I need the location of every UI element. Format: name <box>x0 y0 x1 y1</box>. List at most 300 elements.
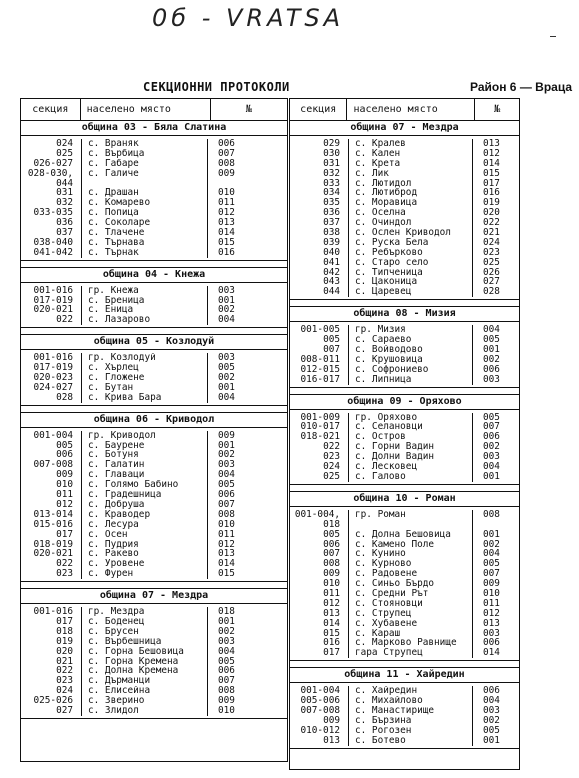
table-row <box>290 365 519 375</box>
number-cell: 015 <box>218 237 235 248</box>
number-cell: 014 <box>218 228 235 238</box>
number-cell: 006 <box>218 490 235 500</box>
section-cell: 017 <box>56 616 73 627</box>
place-cell: с. Ослен Криводол <box>348 228 473 238</box>
section-cell: 029 <box>323 139 340 149</box>
place-cell: с. Попица <box>81 208 208 218</box>
place-cell: с. Кралев <box>348 139 473 149</box>
municipality-title: община 08 - Мизия <box>290 306 519 322</box>
place-cell: с. Осен <box>81 530 208 540</box>
table-row <box>21 238 287 248</box>
place-cell: с. Уровене <box>81 559 208 569</box>
table-row <box>290 589 519 599</box>
number-cell: 004 <box>218 646 235 657</box>
number-cell: 012 <box>483 148 500 159</box>
number-cell: 025 <box>483 257 500 268</box>
section-cell: 001-016 <box>33 353 73 364</box>
place-cell: с. Горни Вадин <box>348 442 473 452</box>
table-row <box>290 540 519 550</box>
table-row <box>21 460 287 470</box>
table-row <box>290 149 519 159</box>
section-cell: 013 <box>323 735 340 746</box>
table-row <box>21 627 287 637</box>
municipality-block <box>290 394 519 485</box>
number-cell: 017 <box>483 178 500 189</box>
section-cell: 024 <box>56 139 73 149</box>
table-row <box>290 345 519 355</box>
page-title: СЕКЦИОННИ ПРОТОКОЛИ <box>143 80 290 94</box>
place-cell: с. Бутан <box>81 383 208 393</box>
table-row <box>21 647 287 657</box>
number-cell: 001 <box>218 382 235 393</box>
municipality-title: община 07 - Мездра <box>21 588 287 604</box>
table-row <box>21 500 287 510</box>
table-row <box>21 208 287 218</box>
place-cell: с. Върбешница <box>81 637 208 647</box>
table-row <box>21 530 287 540</box>
place-cell: с. Кален <box>348 149 473 159</box>
section-cell: 001-004 <box>33 430 73 441</box>
place-cell: с. Михайлово <box>348 696 473 706</box>
section-cell: 005 <box>323 335 340 346</box>
place-cell: с. Дърманци <box>81 676 208 686</box>
municipality-title: община 03 - Бяла Слатина <box>21 121 287 136</box>
number-cell: 014 <box>218 559 235 570</box>
table-row <box>290 559 519 569</box>
table-row <box>21 676 287 686</box>
table-row <box>290 716 519 726</box>
place-cell: с. Типченица <box>348 268 473 278</box>
table-row <box>21 315 287 325</box>
table-row <box>290 287 519 297</box>
section-cell: 018 <box>323 519 340 530</box>
municipality-block <box>21 267 287 329</box>
section-cell: 041-042 <box>33 247 73 258</box>
left-table <box>20 98 288 762</box>
table-row <box>21 353 287 363</box>
number-cell: 009 <box>218 430 235 441</box>
place-cell: с. Соколаре <box>81 218 208 228</box>
number-cell: 027 <box>483 277 500 288</box>
number-cell: 020 <box>483 208 500 219</box>
place-cell: с. Софрониево <box>348 365 473 375</box>
section-cell: 007 <box>323 549 340 560</box>
number-cell: 023 <box>483 247 500 258</box>
handwritten-note: 0б - VRATSA <box>152 4 345 32</box>
header-number: № <box>245 104 252 115</box>
section-cell: 037 <box>323 218 340 229</box>
number-cell: 010 <box>218 519 235 530</box>
number-cell: 007 <box>218 499 235 510</box>
section-cell: 009 <box>323 715 340 726</box>
number-cell: 009 <box>218 168 235 179</box>
table-row <box>21 617 287 627</box>
municipality-title: община 05 - Козлодуй <box>21 334 287 350</box>
number-cell: 013 <box>218 218 235 229</box>
table-row <box>21 637 287 647</box>
municipality-block <box>290 491 519 661</box>
place-cell: с. Голямо Бабино <box>81 480 208 490</box>
section-cell: 018-019 <box>33 539 73 550</box>
section-cell: 011 <box>56 490 73 500</box>
header-place: населено място <box>347 99 475 120</box>
section-cell: 015-016 <box>33 519 73 530</box>
number-cell: 004 <box>218 392 235 403</box>
number-cell: 003 <box>483 705 500 716</box>
number-cell: 004 <box>483 325 500 336</box>
section-cell: 011 <box>323 588 340 599</box>
place-cell: с. Зверино <box>81 696 208 706</box>
section-cell: 039 <box>323 237 340 248</box>
section-cell: 027 <box>56 705 73 716</box>
place-cell: с. Добруша <box>81 500 208 510</box>
section-cell: 032 <box>56 198 73 209</box>
table-row <box>21 139 287 149</box>
section-cell: 026-027 <box>33 158 73 169</box>
table-row <box>290 579 519 589</box>
place-cell: с. Марково Равнище <box>348 638 473 648</box>
section-cell: 037 <box>56 228 73 238</box>
table-header <box>290 99 519 121</box>
section-cell: 023 <box>323 452 340 463</box>
table-row <box>290 188 519 198</box>
section-cell: 038-040 <box>33 237 73 248</box>
left-table-body <box>21 121 287 725</box>
place-cell: гр. Криводол <box>81 431 208 441</box>
table-row <box>21 286 287 296</box>
number-cell: 004 <box>483 462 500 472</box>
table-row <box>21 520 287 530</box>
number-cell: 005 <box>218 656 235 667</box>
municipality-title: община 07 - Мездра <box>290 121 519 136</box>
table-row <box>290 139 519 149</box>
place-cell: с. Радовене <box>348 569 473 579</box>
place-cell: с. Лесковец <box>348 462 473 472</box>
table-row <box>21 149 287 159</box>
section-cell: 024-027 <box>33 382 73 393</box>
number-cell: 002 <box>483 354 500 365</box>
place-cell: с. Ребърково <box>348 248 473 258</box>
number-cell: 012 <box>218 208 235 219</box>
number-cell: 013 <box>483 139 500 149</box>
number-cell: 006 <box>483 432 500 443</box>
number-cell: 003 <box>218 353 235 364</box>
table-row <box>21 228 287 238</box>
place-cell: с. Синьо Бърдо <box>348 579 473 589</box>
number-cell: 005 <box>483 559 500 570</box>
section-cell: 006 <box>323 539 340 550</box>
number-cell: 001 <box>218 616 235 627</box>
table-row <box>290 432 519 442</box>
municipality-title: община 09 - Оряхово <box>290 394 519 410</box>
place-cell: с. Драшан <box>81 188 208 198</box>
section-cell: 020 <box>56 646 73 657</box>
table-row <box>290 520 519 530</box>
municipality-block <box>290 667 519 748</box>
place-cell: с. Ракево <box>81 549 208 559</box>
place-cell: с. Ботево <box>348 736 473 746</box>
number-cell: 014 <box>483 158 500 169</box>
table-row <box>21 569 287 579</box>
number-cell: 011 <box>483 598 500 609</box>
table-row <box>21 696 287 706</box>
number-cell: 005 <box>483 412 500 423</box>
place-cell: с. Злидол <box>81 706 208 716</box>
number-cell: 002 <box>483 539 500 550</box>
table-row <box>21 383 287 393</box>
table-row <box>21 169 287 179</box>
section-cell: 043 <box>323 277 340 288</box>
place-cell: с. Старо село <box>348 258 473 268</box>
table-row <box>290 472 519 482</box>
stray-mark <box>550 36 556 37</box>
place-cell: с. Брусен <box>81 627 208 637</box>
number-cell: 006 <box>218 666 235 677</box>
number-cell: 003 <box>218 636 235 647</box>
number-cell: 010 <box>218 705 235 716</box>
section-cell: 005 <box>323 529 340 540</box>
table-row <box>21 666 287 676</box>
municipality-title: община 11 - Хайредин <box>290 667 519 683</box>
number-cell: 022 <box>483 218 500 229</box>
place-cell: с. Боденец <box>81 617 208 627</box>
number-cell: 016 <box>483 188 500 199</box>
number-cell: 012 <box>483 608 500 619</box>
table-row <box>290 248 519 258</box>
place-cell: с. Търнава <box>81 238 208 248</box>
municipality-block <box>21 588 287 719</box>
number-cell: 008 <box>218 509 235 520</box>
place-cell: с. Ботуня <box>81 450 208 460</box>
place-cell: гр. Козлодуй <box>81 353 208 363</box>
section-cell: 001-004 <box>300 686 340 697</box>
section-cell: 010 <box>56 480 73 491</box>
place-cell: с. Рогозен <box>348 726 473 736</box>
place-cell: с. Долна Бешовица <box>348 530 473 540</box>
table-row <box>21 363 287 373</box>
municipality-block <box>21 334 287 405</box>
place-cell: гр. Оряхово <box>348 413 473 423</box>
place-cell: с. Цаконица <box>348 277 473 287</box>
place-cell: с. Стояновци <box>348 599 473 609</box>
section-cell: 020-023 <box>33 373 73 383</box>
number-cell: 001 <box>218 295 235 306</box>
section-cell: 038 <box>323 228 340 238</box>
table-row <box>21 218 287 228</box>
place-cell: с. Горна Кремена <box>81 657 208 667</box>
table-row <box>290 619 519 629</box>
place-cell: гр. Мездра <box>81 607 208 617</box>
number-cell: 003 <box>218 285 235 296</box>
section-cell: 022 <box>323 442 340 453</box>
section-cell: 001-005 <box>300 325 340 336</box>
section-cell: 030 <box>323 148 340 159</box>
number-cell: 003 <box>218 460 235 471</box>
place-cell: с. Сараево <box>348 335 473 345</box>
table-row <box>290 648 519 658</box>
table-row <box>290 609 519 619</box>
section-cell: 022 <box>56 315 73 326</box>
municipality-block <box>290 306 519 387</box>
section-cell: 016 <box>323 638 340 649</box>
number-cell: 004 <box>483 696 500 706</box>
place-cell: с. Галово <box>348 472 473 482</box>
number-cell: 013 <box>218 549 235 560</box>
header-place: населено място <box>81 99 211 120</box>
number-cell: 024 <box>483 237 500 248</box>
number-cell: 005 <box>218 363 235 374</box>
right-table <box>289 98 520 770</box>
number-cell: 008 <box>218 686 235 697</box>
section-cell: 041 <box>323 257 340 268</box>
section-cell: 017 <box>323 648 340 659</box>
place-cell: с. Крушовица <box>348 355 473 365</box>
place-cell: с. Галиче <box>81 169 208 179</box>
place-cell: с. Остров <box>348 432 473 442</box>
section-cell: 035 <box>323 198 340 209</box>
place-cell: с. Баурене <box>81 441 208 451</box>
table-row <box>290 530 519 540</box>
table-row <box>21 607 287 617</box>
place-cell: с. Елисейна <box>81 686 208 696</box>
section-cell: 010 <box>323 579 340 589</box>
number-cell <box>473 520 518 530</box>
place-cell: с. Градешница <box>81 490 208 500</box>
number-cell: 005 <box>483 335 500 346</box>
table-row <box>290 325 519 335</box>
number-cell: 002 <box>218 626 235 637</box>
place-cell: с. Враняк <box>81 139 208 149</box>
place-cell: с. Пудрия <box>81 540 208 550</box>
section-cell: 012 <box>56 499 73 510</box>
place-cell: с. Габаре <box>81 159 208 169</box>
number-cell: 011 <box>218 529 235 540</box>
number-cell: 003 <box>483 452 500 463</box>
place-cell: гр. Мизия <box>348 325 473 335</box>
section-cell: 025-026 <box>33 696 73 706</box>
section-cell: 023 <box>56 569 73 580</box>
table-row <box>21 657 287 667</box>
table-row <box>290 179 519 189</box>
place-cell: с. Лютидол <box>348 179 473 189</box>
number-cell: 015 <box>483 168 500 179</box>
section-cell: 014 <box>323 618 340 629</box>
table-row <box>21 441 287 451</box>
table-row <box>21 706 287 716</box>
header-number: № <box>494 104 501 115</box>
place-cell: с. Крета <box>348 159 473 169</box>
section-cell: 013-014 <box>33 509 73 520</box>
place-cell: с. Камено Поле <box>348 540 473 550</box>
table-row <box>290 198 519 208</box>
place-cell: с. Лютиброд <box>348 188 473 198</box>
number-cell: 008 <box>483 509 500 520</box>
place-cell: гр. Кнежа <box>81 286 208 296</box>
table-row <box>21 179 287 189</box>
table-row <box>290 238 519 248</box>
table-row <box>290 599 519 609</box>
section-cell: 025 <box>323 471 340 482</box>
table-row <box>21 198 287 208</box>
number-cell: 008 <box>218 158 235 169</box>
section-cell: 005-006 <box>300 696 340 706</box>
table-row <box>290 228 519 238</box>
section-cell: 012 <box>323 598 340 609</box>
region-label: Район 6 — Враца <box>470 80 573 94</box>
place-cell: с. Моравица <box>348 198 473 208</box>
number-cell: 001 <box>483 471 500 482</box>
number-cell: 006 <box>483 686 500 697</box>
table-row <box>290 452 519 462</box>
table-row <box>290 629 519 639</box>
number-cell: 009 <box>483 579 500 589</box>
section-cell: 012-015 <box>300 364 340 375</box>
place-cell: с. Галатин <box>81 460 208 470</box>
place-cell: с. Царевец <box>348 287 473 297</box>
number-cell: 013 <box>483 618 500 629</box>
table-row <box>290 413 519 423</box>
section-cell: 017-019 <box>33 363 73 374</box>
table-row <box>290 218 519 228</box>
number-cell: 004 <box>483 549 500 560</box>
table-row <box>290 422 519 432</box>
municipality-block <box>21 412 287 582</box>
table-row <box>21 559 287 569</box>
section-cell: 018 <box>56 626 73 637</box>
section-cell: 010-012 <box>300 725 340 736</box>
section-cell: 032 <box>323 168 340 179</box>
place-cell: с. Долна Кремена <box>81 666 208 676</box>
table-row <box>21 490 287 500</box>
place-cell: с. Курново <box>348 559 473 569</box>
section-cell: 010-017 <box>300 422 340 433</box>
table-row <box>21 431 287 441</box>
table-row <box>21 373 287 383</box>
place-cell: с. Кунино <box>348 549 473 559</box>
right-table-body <box>290 121 519 755</box>
section-cell: 001-016 <box>33 607 73 617</box>
place-cell: с. Краводер <box>81 510 208 520</box>
municipality-title: община 04 - Кнежа <box>21 267 287 283</box>
table-header <box>21 99 287 121</box>
place-cell: с. Лесура <box>81 520 208 530</box>
section-cell: 021 <box>56 656 73 667</box>
place-cell: с. Караш <box>348 629 473 639</box>
section-cell: 009 <box>56 470 73 481</box>
section-cell: 024 <box>323 462 340 472</box>
number-cell: 016 <box>218 247 235 258</box>
number-cell: 007 <box>483 569 500 580</box>
number-cell: 011 <box>218 198 235 209</box>
number-cell: 006 <box>218 139 235 149</box>
section-cell: 020-021 <box>33 305 73 316</box>
section-cell: 006 <box>56 450 73 461</box>
number-cell: 006 <box>483 638 500 649</box>
place-cell: с. Фурен <box>81 569 208 579</box>
section-cell: 036 <box>323 208 340 219</box>
table-row <box>290 736 519 746</box>
table-row <box>21 159 287 169</box>
table-row <box>21 393 287 403</box>
table-row <box>21 480 287 490</box>
number-cell: 012 <box>218 539 235 550</box>
section-cell: 044 <box>323 287 340 298</box>
header-section: секция <box>21 99 81 120</box>
number-cell: 018 <box>218 607 235 617</box>
number-cell: 002 <box>218 450 235 461</box>
section-cell: 008-011 <box>300 354 340 365</box>
section-cell: 036 <box>56 218 73 229</box>
